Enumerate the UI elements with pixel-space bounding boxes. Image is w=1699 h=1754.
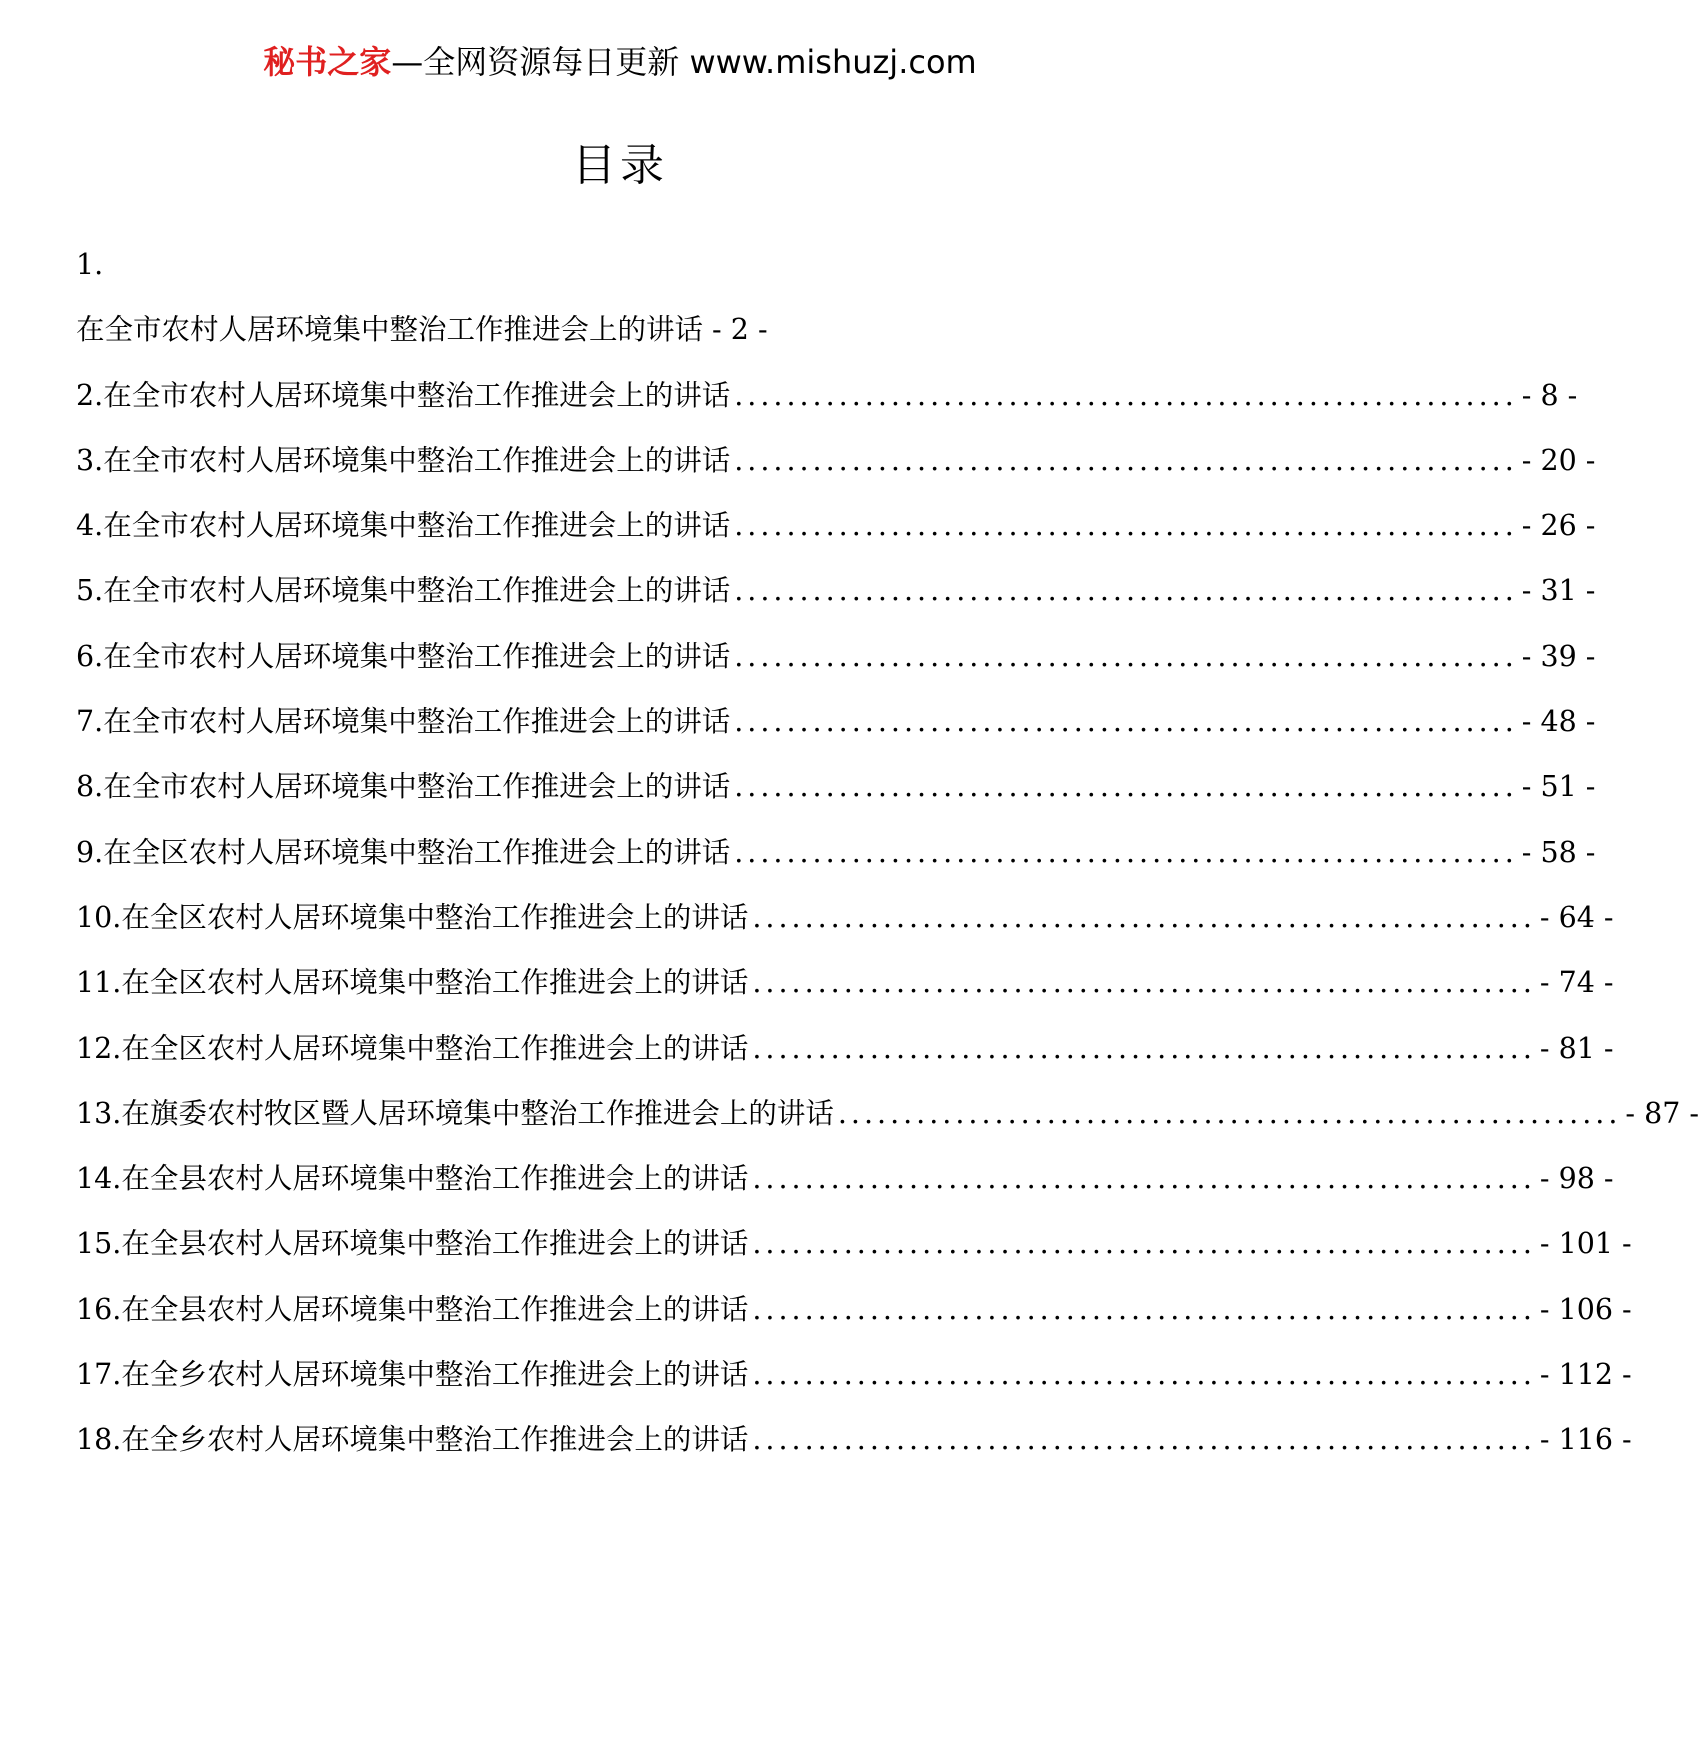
toc-leader-dots: ............................................................ [734, 639, 1518, 673]
toc-entry[interactable] [76, 702, 1596, 767]
toc-entry[interactable] [76, 767, 1596, 832]
toc-entry-text: 15.在全县农村人居环境集中整治工作推进会上的讲话 [76, 1227, 749, 1261]
toc-leader-dots: ............................................................ [837, 1096, 1622, 1130]
toc-leader-dots: ............................................................ [734, 378, 1518, 412]
toc-leader-dots: ............................................................ [734, 770, 1518, 804]
toc-leader-dots: ............................................................ [752, 966, 1536, 1000]
toc-page-number: - 87 - [1625, 1096, 1699, 1130]
page-header [0, 42, 1240, 82]
toc-entry[interactable] [76, 637, 1596, 702]
toc-entry-text: 在全市农村人居环境集中整治工作推进会上的讲话 - 2 - [76, 313, 768, 347]
toc-first-number: 1. [76, 248, 104, 281]
toc-entry-text: 14.在全县农村人居环境集中整治工作推进会上的讲话 [76, 1162, 749, 1196]
toc-entry[interactable] [76, 1355, 1632, 1420]
toc-leader-dots: ............................................................ [752, 1162, 1536, 1196]
toc-page-number: - 31 - [1521, 574, 1596, 608]
toc-entry-text: 4.在全市农村人居环境集中整治工作推进会上的讲话 [76, 509, 731, 543]
toc-leader-dots: ............................................................ [752, 1358, 1536, 1392]
toc-entry-text: 17.在全乡农村人居环境集中整治工作推进会上的讲话 [76, 1358, 749, 1392]
toc-entry[interactable] [76, 898, 1614, 963]
header-tagline: —全网资源每日更新 www.mishuzj.com [391, 43, 977, 81]
toc-leader-dots: ............................................................ [734, 835, 1518, 869]
toc-leader-dots: ............................................................ [752, 900, 1536, 934]
toc-entry[interactable] [76, 963, 1614, 1028]
toc-entry[interactable] [76, 1420, 1632, 1485]
toc-entry-text: 13.在旗委农村牧区暨人居环境集中整治工作推进会上的讲话 [76, 1096, 834, 1130]
toc-leader-dots: ............................................................ [752, 1423, 1536, 1457]
toc-entry-text: 6.在全市农村人居环境集中整治工作推进会上的讲话 [76, 639, 731, 673]
toc-page-number: - 39 - [1521, 639, 1596, 673]
toc-page-number: - 81 - [1539, 1031, 1614, 1065]
toc-entry[interactable] [76, 571, 1596, 636]
toc-leader-dots: ............................................................ [752, 1292, 1536, 1326]
toc-entry-text: 8.在全市农村人居环境集中整治工作推进会上的讲话 [76, 770, 731, 804]
toc-page-number: - 51 - [1521, 770, 1596, 804]
toc-leader-dots: ............................................................ [734, 509, 1518, 543]
toc-leader-dots: ............................................................ [734, 574, 1518, 608]
toc-page-number: - 26 - [1521, 509, 1596, 543]
toc-entry[interactable] [76, 1029, 1614, 1094]
toc-entry[interactable] [76, 1290, 1632, 1355]
toc-leader-dots: ............................................................ [734, 443, 1518, 477]
toc-entry-text: 12.在全区农村人居环境集中整治工作推进会上的讲话 [76, 1031, 749, 1065]
toc-entry[interactable] [76, 1159, 1614, 1224]
toc-entry[interactable] [76, 1094, 1699, 1159]
toc-page-number: - 101 - [1539, 1227, 1632, 1261]
toc-page-number: - 64 - [1539, 900, 1614, 934]
toc-page-number: - 58 - [1521, 835, 1596, 869]
page-title: 目录 [572, 140, 668, 191]
toc-page-number: - 20 - [1521, 443, 1596, 477]
toc-entry-text: 9.在全区农村人居环境集中整治工作推进会上的讲话 [76, 835, 731, 869]
toc-page-number: - 74 - [1539, 966, 1614, 1000]
brand-name: 秘书之家 [263, 43, 392, 81]
table-of-contents [76, 245, 1699, 1486]
toc-entry-text: 18.在全乡农村人居环境集中整治工作推进会上的讲话 [76, 1423, 749, 1457]
toc-entry-text: 11.在全区农村人居环境集中整治工作推进会上的讲话 [76, 966, 749, 1000]
toc-leader-dots: ............................................................ [752, 1227, 1536, 1261]
toc-page-number: - 98 - [1539, 1162, 1614, 1196]
toc-entry-1[interactable] [76, 310, 1164, 375]
toc-entry[interactable] [76, 1224, 1632, 1289]
toc-entry-text: 7.在全市农村人居环境集中整治工作推进会上的讲话 [76, 705, 731, 739]
toc-entry[interactable] [76, 833, 1596, 898]
toc-entry-text: 2.在全市农村人居环境集中整治工作推进会上的讲话 [76, 378, 731, 412]
toc-page-number: - 112 - [1539, 1358, 1632, 1392]
toc-leader-dots: ............................................................ [734, 705, 1518, 739]
toc-entry[interactable] [76, 506, 1596, 571]
toc-page-number: - 48 - [1521, 705, 1596, 739]
toc-page-number: - 106 - [1539, 1292, 1632, 1326]
toc-leader-dots: ............................................................ [752, 1031, 1536, 1065]
toc-entry[interactable] [76, 441, 1596, 506]
toc-entry-text: 3.在全市农村人居环境集中整治工作推进会上的讲话 [76, 443, 731, 477]
toc-entry[interactable] [76, 376, 1578, 441]
toc-page-number: - 116 - [1539, 1423, 1632, 1457]
toc-entry-text: 16.在全县农村人居环境集中整治工作推进会上的讲话 [76, 1292, 749, 1326]
toc-entry-text: 10.在全区农村人居环境集中整治工作推进会上的讲话 [76, 900, 749, 934]
toc-entry-text: 5.在全市农村人居环境集中整治工作推进会上的讲话 [76, 574, 731, 608]
toc-page-number: - 8 - [1521, 378, 1578, 412]
